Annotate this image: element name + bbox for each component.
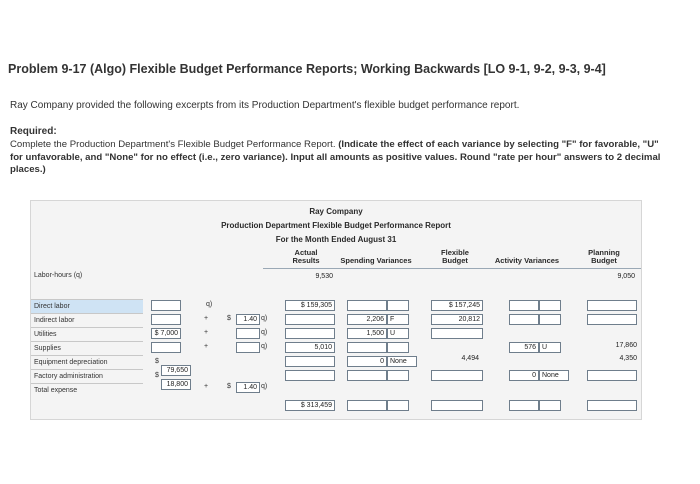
spending-utilities[interactable]: 1,500 bbox=[347, 328, 387, 339]
required-main: Complete the Production Department's Flexible Budget Performance Report. bbox=[10, 139, 336, 150]
spending-eff-factory[interactable] bbox=[387, 370, 409, 381]
rate-q-supplies: q) bbox=[261, 343, 268, 350]
performance-report bbox=[30, 200, 642, 420]
activity-equipment[interactable]: 0 bbox=[509, 370, 539, 381]
actual-total[interactable]: $ 313,459 bbox=[285, 400, 335, 411]
spending-eff-total[interactable] bbox=[387, 400, 409, 411]
rate-input-supplies[interactable] bbox=[236, 342, 260, 353]
spending-eff-supplies[interactable] bbox=[387, 342, 409, 353]
planning-total[interactable] bbox=[587, 400, 637, 411]
report-period: For the Month Ended August 31 bbox=[275, 235, 397, 244]
spending-indirect-labor[interactable]: 2,206 bbox=[347, 314, 387, 325]
actual-supplies[interactable]: 5,010 bbox=[285, 342, 335, 353]
intro-text: Ray Company provided the following excerpts from its Production Department's flexible budget performance report. bbox=[10, 100, 520, 111]
col-spending: Spending Variances bbox=[340, 256, 412, 265]
activity-eff-indirect-labor[interactable] bbox=[539, 314, 561, 325]
spending-eff-indirect-labor[interactable]: F bbox=[387, 314, 409, 325]
col-flexible: Flexible Budget bbox=[441, 248, 469, 265]
activity-utilities[interactable]: 576 bbox=[509, 342, 539, 353]
report-name: Production Department Flexible Budget Performance Report bbox=[221, 221, 451, 230]
flexible-indirect-labor[interactable]: 20,812 bbox=[431, 314, 483, 325]
flexible-utilities[interactable] bbox=[431, 328, 483, 339]
actual-utilities[interactable] bbox=[285, 328, 335, 339]
planning-utilities: 17,860 bbox=[615, 342, 637, 349]
spending-equipment[interactable]: 0 bbox=[347, 356, 387, 367]
spending-factory[interactable] bbox=[347, 370, 387, 381]
header-rule bbox=[263, 268, 641, 269]
rate-input-utilities[interactable] bbox=[236, 328, 260, 339]
fixed-input-factory[interactable]: 18,800 bbox=[161, 379, 191, 390]
spending-supplies[interactable] bbox=[347, 342, 387, 353]
activity-total[interactable] bbox=[509, 400, 539, 411]
rate-q-indirect: q) bbox=[261, 315, 268, 322]
row-label-total-expense: Total expense bbox=[31, 383, 143, 397]
planning-indirect-labor[interactable] bbox=[587, 314, 637, 325]
plus-factory: + bbox=[204, 383, 209, 390]
fixed-dollar-equipment: $ bbox=[155, 358, 159, 365]
flexible-factory[interactable] bbox=[431, 370, 483, 381]
fixed-input-direct-labor[interactable] bbox=[151, 300, 181, 311]
fixed-input-indirect-labor[interactable] bbox=[151, 314, 181, 325]
labor-hours-label: Labor-hours (q) bbox=[34, 272, 83, 279]
flexible-supplies: 4,494 bbox=[461, 355, 479, 362]
activity-eff-total[interactable] bbox=[539, 400, 561, 411]
required-instructions: (Indicate the effect of each variance by selecting "F" for favorable, "U" for unfavorable, and "None" for no effect (i.e., zero variance). Input all amounts as positive values. Round "rate per hour" answers to 2 decimal places.) bbox=[10, 139, 661, 175]
activity-eff-utilities[interactable]: U bbox=[539, 342, 561, 353]
rate-input-factory[interactable]: 1.40 bbox=[236, 382, 260, 393]
activity-indirect-labor[interactable] bbox=[509, 314, 539, 325]
row-label-utilities: Utilities bbox=[31, 327, 143, 341]
row-label-supplies: Supplies bbox=[31, 341, 143, 355]
activity-eff-direct-labor[interactable] bbox=[539, 300, 561, 311]
activity-direct-labor[interactable] bbox=[509, 300, 539, 311]
plus-supplies: + bbox=[204, 343, 209, 350]
activity-eff-equipment[interactable]: None bbox=[539, 370, 569, 381]
rate-dollar-indirect: $ bbox=[227, 315, 231, 322]
report-company: Ray Company bbox=[309, 207, 363, 216]
fixed-input-equipment[interactable]: 79,650 bbox=[161, 365, 191, 376]
planning-direct-labor[interactable] bbox=[587, 300, 637, 311]
rate-q-utilities: q) bbox=[261, 329, 268, 336]
labor-hours-planning: 9,050 bbox=[617, 273, 635, 280]
actual-indirect-labor[interactable] bbox=[285, 314, 335, 325]
flexible-direct-labor[interactable]: $ 157,245 bbox=[431, 300, 483, 311]
spending-eff-utilities[interactable]: U bbox=[387, 328, 409, 339]
required-text bbox=[10, 139, 670, 177]
spending-eff-direct-labor[interactable] bbox=[387, 300, 409, 311]
page-title: Problem 9-17 (Algo) Flexible Budget Performance Reports; Working Backwards [LO 9-1, 9-2, 9-3, 9-4] bbox=[8, 62, 606, 76]
spending-eff-equipment[interactable]: None bbox=[387, 356, 417, 367]
actual-equipment[interactable] bbox=[285, 356, 335, 367]
rate-input-indirect[interactable]: 1.40 bbox=[236, 314, 260, 325]
actual-factory[interactable] bbox=[285, 370, 335, 381]
col-activity: Activity Variances bbox=[494, 256, 560, 265]
spending-direct-labor[interactable] bbox=[347, 300, 387, 311]
required-heading: Required: bbox=[10, 126, 57, 137]
q-direct-labor: q) bbox=[206, 301, 213, 308]
plus-utilities: + bbox=[204, 329, 209, 336]
row-label-factory-administration: Factory administration bbox=[31, 369, 143, 383]
spending-total[interactable] bbox=[347, 400, 387, 411]
plus-indirect: + bbox=[204, 315, 209, 322]
planning-factory[interactable] bbox=[587, 370, 637, 381]
row-label-equipment-depreciation: Equipment depreciation bbox=[31, 355, 143, 369]
fixed-dollar-factory: $ bbox=[155, 372, 159, 379]
fixed-input-supplies[interactable] bbox=[151, 342, 181, 353]
row-label-indirect-labor: Indirect labor bbox=[31, 313, 143, 327]
col-planning: Planning Budget bbox=[588, 248, 620, 265]
flexible-total[interactable] bbox=[431, 400, 483, 411]
labor-hours-actual: 9,530 bbox=[315, 273, 333, 280]
col-actual: Actual Results bbox=[292, 248, 320, 265]
planning-supplies: 4,350 bbox=[619, 355, 637, 362]
fixed-input-utilities[interactable]: $ 7,000 bbox=[151, 328, 181, 339]
row-label-direct-labor: Direct labor bbox=[31, 299, 143, 313]
actual-direct-labor[interactable]: $ 159,305 bbox=[285, 300, 335, 311]
rate-q-factory: q) bbox=[261, 383, 268, 390]
rate-dollar-factory: $ bbox=[227, 383, 231, 390]
